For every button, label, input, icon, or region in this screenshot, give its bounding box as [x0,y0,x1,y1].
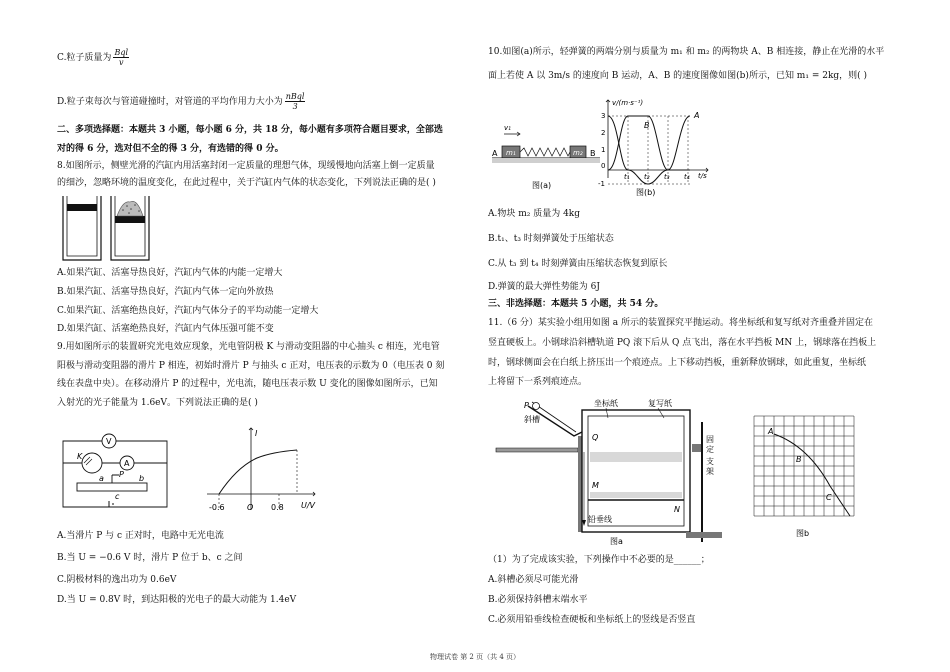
fig-grid-caption: 图b [796,529,810,538]
v1-label: v₁ [504,124,511,132]
plumb-line-label: 铅垂线 [588,515,612,524]
section2-heading-cont: 对的得 6 分，选对但不全的得 3 分，有选错的得 0 分。 [57,144,284,154]
q11-stem-3: 时，钢球侧面会在白纸上挤压出一个痕迹点。上下移动挡板，重新释放钢球，如此重复，坐标纸 [488,358,867,368]
q11-sub1: （1）为了完成该实验，下列操作中不必要的是______； [488,555,710,565]
curve-b-label: B [644,121,650,130]
trajectory-grid [750,412,860,542]
q8-option-c: C.如果汽缸、活塞绝热良好，汽缸内气体分子的平均动能一定增大 [57,306,319,316]
q9-option-a: A.当滑片 P 与 c 正对时，电路中无光电流 [57,531,224,541]
point-c-label: C [826,493,832,502]
t2-label: t₂ [644,173,650,181]
curve-a-label: A [694,111,700,120]
ammeter-label: A [124,459,130,468]
q9-stem-2: 阳极与滑动变阻器的滑片 P 相连，初始时滑片 P 与抽头 c 正对，电压表的示数为 0（电压表 0 刻 [57,361,445,371]
q10-option-d: D.弹簧的最大弹性势能为 6J [488,282,600,292]
q10-option-b: B.t₁、t₃ 时刻弹簧处于压缩状态 [488,234,614,244]
q9-option-c: C.阴极材料的逸出功为 0.6eV [57,575,177,585]
spring [520,148,570,156]
q8-option-d: D.如果汽缸、活塞绝热良好，汽缸内气体压强可能不变 [57,324,274,334]
point-b-label: B [796,455,802,464]
coord-paper-label: 坐标纸 [594,399,618,408]
origin-label: O [247,503,254,512]
point-q-label: Q [592,433,599,442]
point-m-label: M [592,481,599,490]
q10-option-a: A.物块 m₂ 质量为 4kg [488,209,581,219]
q8-stem-cont: 的细沙，忽略环境的温度变化，在此过程中，关于汽缸内气体的状态变化，下列说法正确的是( ) [57,178,436,188]
q8-option-b: B.如果汽缸、活塞导热良好，汽缸内气体一定向外放热 [57,287,274,297]
u-axis-label: U/V [301,501,316,510]
m2-label: m₂ [573,149,583,157]
u-tick-neg: -0.6 [209,503,225,512]
point-a-label: A [768,427,774,436]
t1-label: t₁ [624,173,630,181]
trajectory-curve [774,434,850,516]
q8-stem: 8.如图所示，侧壁光滑的汽缸内用活塞封闭一定质量的理想气体，现缓慢地向活塞上倒一定质量 [57,161,435,171]
stand-label-1: 固 [706,435,714,444]
fig-a-caption: 图(a) [532,181,552,190]
block-b-label: B [590,149,596,158]
center-tap-label: c [115,492,120,501]
v-tick-0: 0 [601,162,606,170]
q11-stem: 11.（6 分）某实验小组用如图 a 所示的装置探究平抛运动。将坐标纸和复写纸对齐重叠并固定在 [488,318,873,328]
svg-text:支: 支 [706,457,714,466]
q11-stem-2: 竖直硬板上。小钢球沿斜槽轨道 PQ 滚下后从 Q 点飞出，落在水平挡板 MN 上，钢球落在挡板上 [488,338,877,348]
q11-option-a: A.斜槽必须尽可能光滑 [488,575,579,585]
slider-a-label: a [99,474,104,483]
block-a-label: A [492,149,498,158]
iu-graph [197,422,322,514]
q11-option-b: B.必须保持斜槽末端水平 [488,595,588,605]
voltmeter-label: V [106,437,112,446]
q10-option-c: C.从 t₃ 到 t₄ 时刻弹簧由压缩状态恢复到原长 [488,259,668,269]
point-p-label: P [524,401,529,410]
u-tick-pos: 0.8 [271,503,284,512]
v-axis-label: v/(m·s⁻¹) [612,99,644,107]
section3-heading: 三、非选择题：本题共 5 小题，共 54 分。 [488,299,664,309]
fig-apparatus-caption: 图a [610,537,623,546]
q9-stem: 9.用如图所示的装置研究光电效应现象，光电管阴极 K 与滑动变阻器的中心抽头 c 相连，光电管 [57,342,440,352]
section2-heading: 二、多项选择题：本题共 3 小题，每小题 6 分，共 18 分，每小题有多项符合题目要求，全部选 [57,125,443,135]
stand-label-2: 定 [706,445,714,454]
q7-option-c: C.粒子质量为 $\frac{\text{Bql}}{v}$ [57,48,128,67]
cathode-label: K [77,452,83,461]
v-tick-1: 1 [601,146,606,154]
photoelectric-circuit [57,417,192,517]
point-n-label: N [674,505,680,514]
q9-option-d: D.当 U = 0.8V 时，到达阳极的光电子的最大动能为 1.4eV [57,595,297,605]
t3-label: t₃ [664,173,670,181]
page-footer: 物理试卷 第 2 页（共 4 页） [429,653,521,661]
t4-label: t₄ [684,173,690,181]
q9-stem-4: 入射光的光子能量为 1.6eV。下列说法正确的是( ) [57,398,258,408]
v-tick-2: 2 [601,129,606,137]
projectile-apparatus [488,392,733,552]
t-axis-label: t/s [698,172,707,180]
m1-label: m₁ [506,149,516,157]
svg-text:架: 架 [706,467,714,476]
q7d-fraction: $\frac{\text{nBql}}{3}$ [285,92,305,111]
q8-option-a: A.如果汽缸、活塞导热良好，汽缸内气体的内能一定增大 [57,268,283,278]
fig-b-caption: 图(b) [636,188,656,197]
q9-stem-3: 线在表盘中央）。在移动滑片 P 的过程中，光电流，随电压表示数 U 变化的图像如图所示，已知 [57,379,438,389]
velocity-graph [600,96,718,198]
i-axis-label: I [255,429,258,438]
q10-stem-cont: 面上若使 A 以 3m/s 的速度向 B 运动，A、B 的速度图像如图(b)所示，已知 m₁ = 2kg，则( ) [488,71,868,81]
q9-option-b: B.当 U = −0.6 V 时，滑片 P 位于 b、c 之间 [57,553,243,563]
q10-stem: 10.如图(a)所示，轻弹簧的两端分别与质量为 m₁ 和 m₂ 的两物块 A、B 相连接，静止在光滑的水平 [488,47,885,57]
v-tick-neg1: -1 [598,180,605,188]
q7-option-d: D.粒子束每次与管道碰撞时，对管道的平均作用力大小为 $\frac{\text{nBql}}{3}$ [57,92,305,111]
v-tick-3: 3 [601,112,606,120]
cylinder-figure [57,192,157,264]
carbon-paper-label: 复写纸 [648,399,672,408]
slider-p-label: P [119,470,124,479]
iu-curve [219,450,297,494]
q7c-fraction: $\frac{\text{Bql}}{v}$ [114,48,128,67]
q11-option-c: C.必须用铅垂线检查硬板和坐标纸上的竖线是否竖直 [488,615,696,625]
slider-b-label: b [139,474,145,483]
q11-stem-4: 上将留下一系列痕迹点。 [488,377,588,387]
chute-label: 斜槽 [524,415,540,424]
spring-blocks-figure [490,118,602,196]
